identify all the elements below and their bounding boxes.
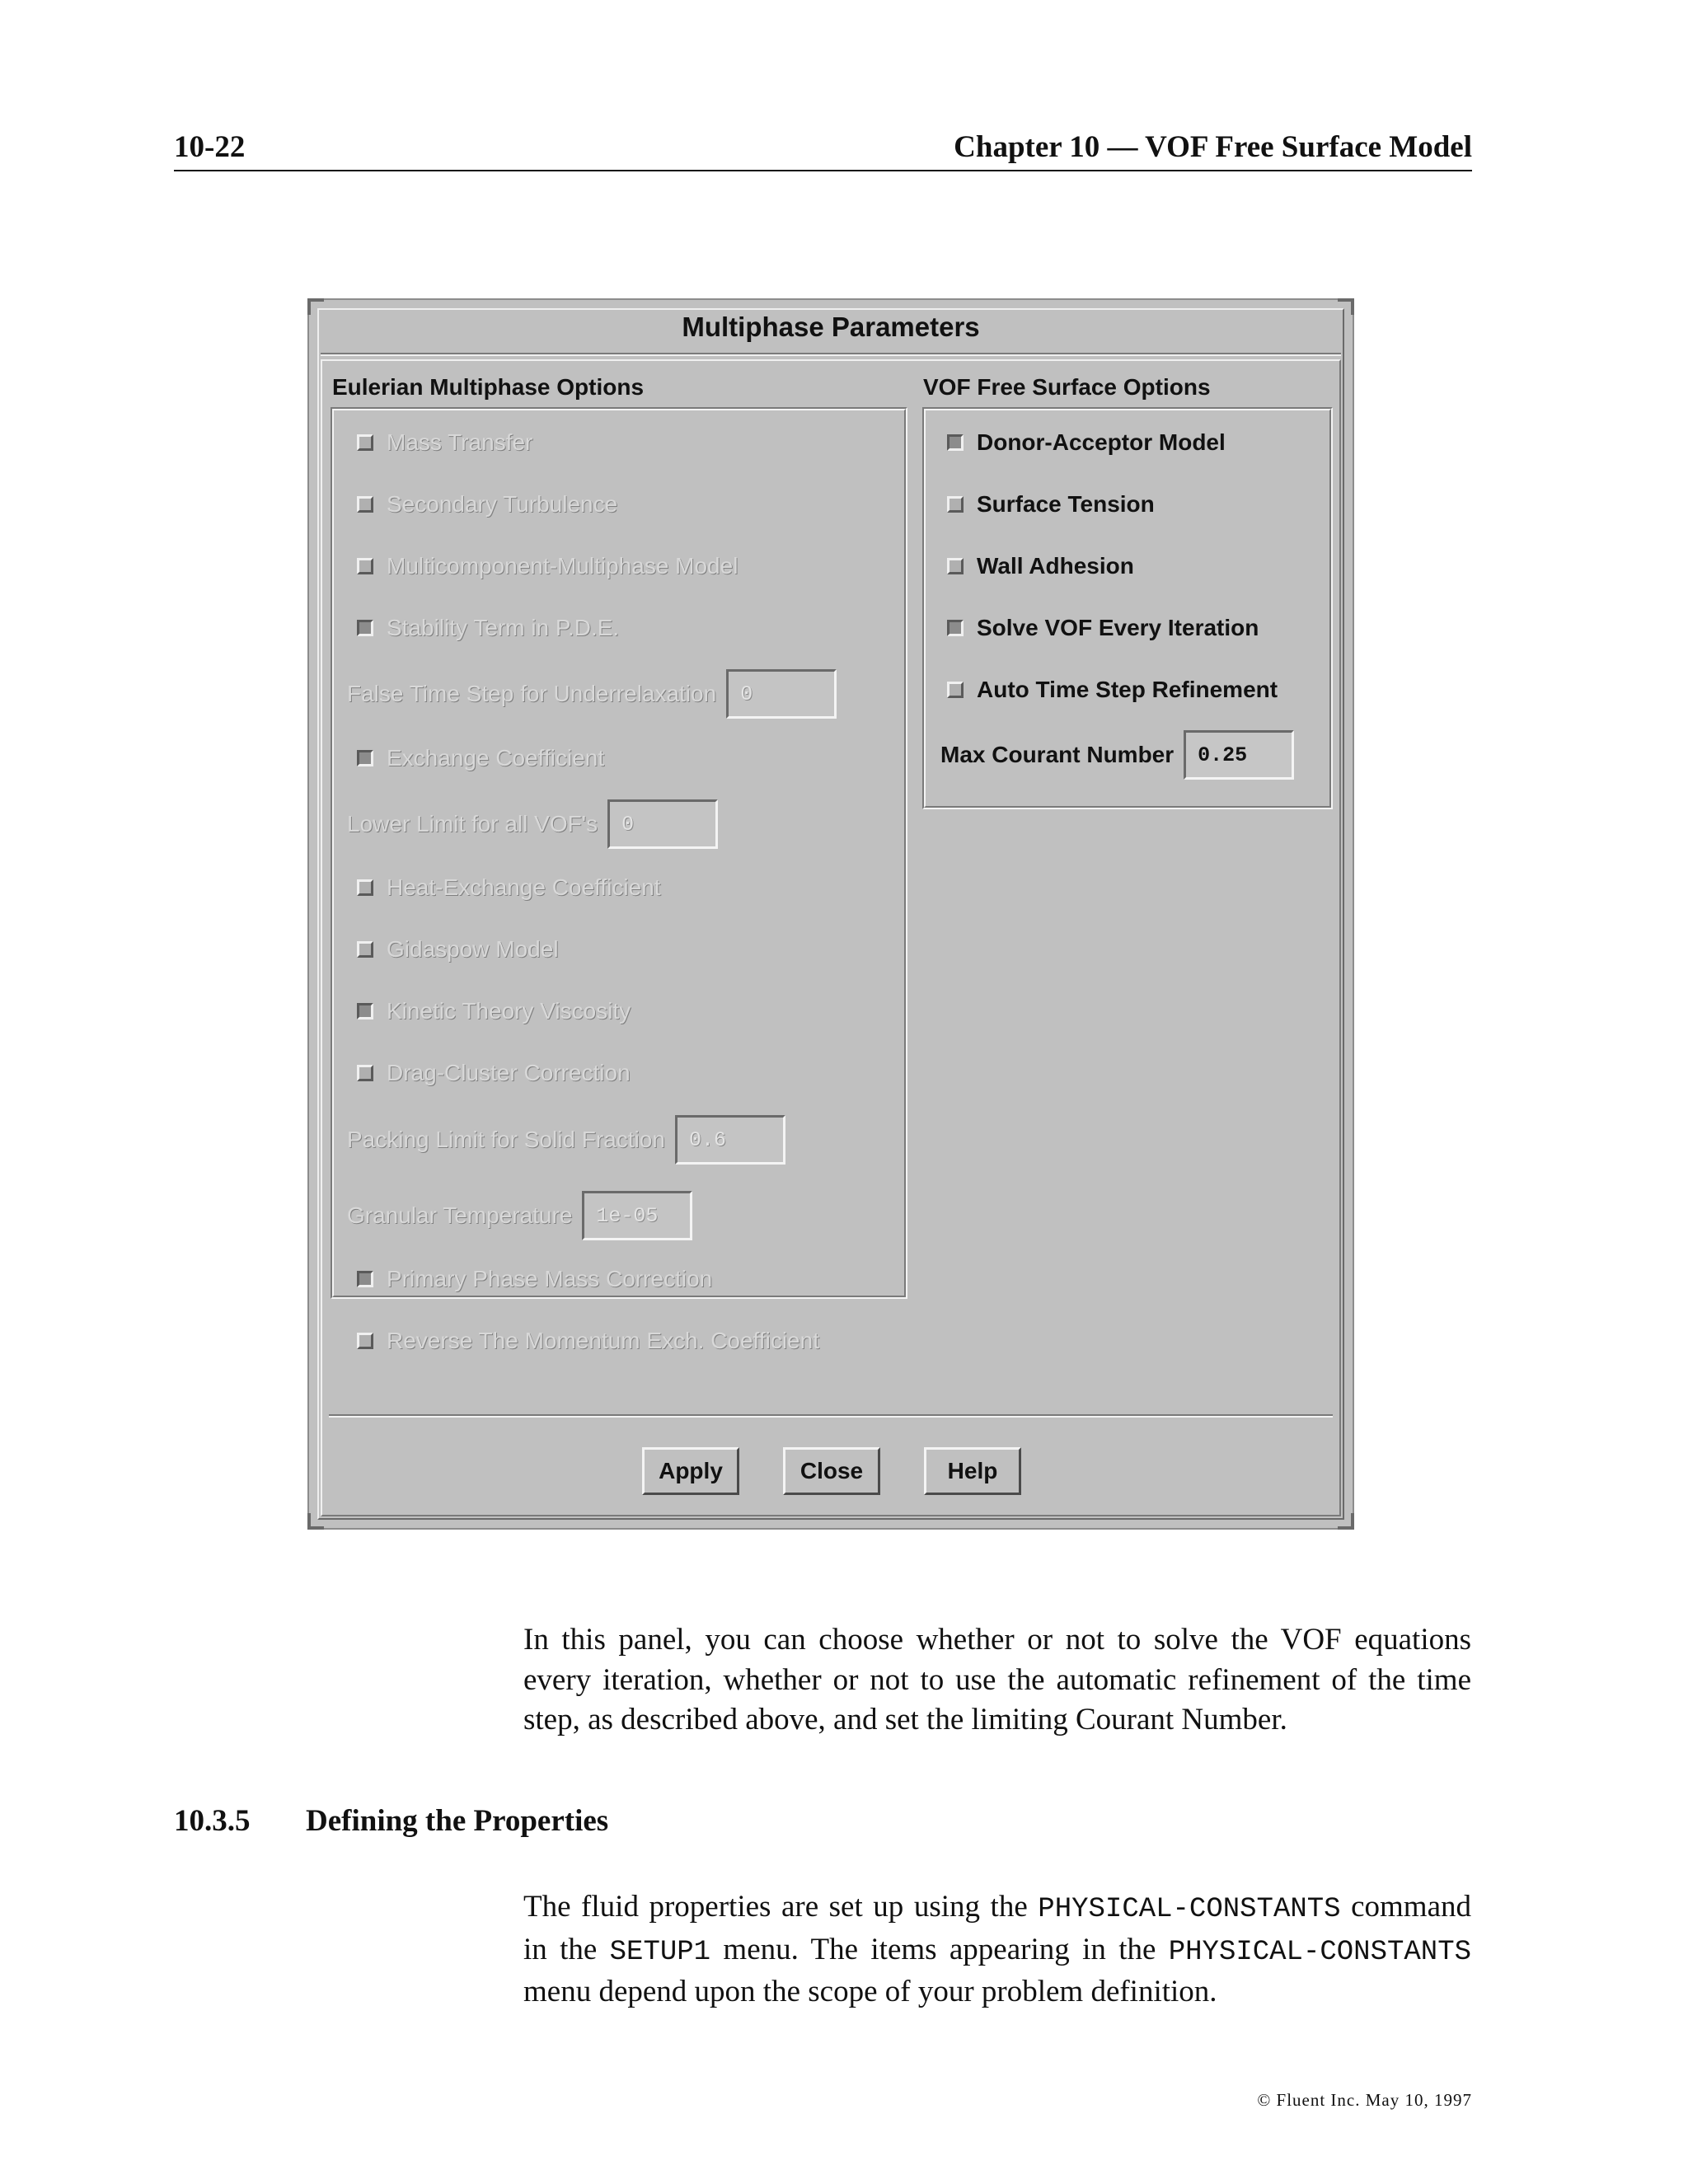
multicomponent-label: Multicomponent-Multiphase Model bbox=[387, 553, 738, 579]
auto-time-step-option[interactable] bbox=[947, 677, 1278, 703]
wall-adhesion-label: Wall Adhesion bbox=[977, 553, 1134, 579]
donor-acceptor-checkbox[interactable] bbox=[947, 434, 964, 451]
body-paragraph-2 bbox=[523, 1887, 1471, 2013]
gidaspow-option[interactable] bbox=[357, 936, 559, 963]
packing-limit-row bbox=[347, 1115, 785, 1165]
reverse-momentum-checkbox[interactable] bbox=[357, 1333, 373, 1349]
exchange-coefficient-option[interactable] bbox=[357, 745, 604, 771]
surface-tension-label: Surface Tension bbox=[977, 491, 1155, 517]
solve-vof-option[interactable] bbox=[947, 615, 1259, 641]
help-button[interactable]: Help bbox=[924, 1447, 1021, 1495]
false-time-step-label: False Time Step for Underrelaxation bbox=[347, 681, 717, 706]
reverse-momentum-label: Reverse The Momentum Exch. Coefficient bbox=[387, 1328, 819, 1353]
exchange-coefficient-label: Exchange Coefficient bbox=[387, 745, 605, 771]
donor-acceptor-option[interactable] bbox=[947, 429, 1226, 456]
wall-adhesion-checkbox[interactable] bbox=[947, 558, 964, 574]
wall-adhesion-option[interactable] bbox=[947, 553, 1134, 579]
kinetic-theory-label: Kinetic Theory Viscosity bbox=[387, 998, 631, 1024]
vof-group-label: VOF Free Surface Options bbox=[923, 374, 1211, 400]
mass-transfer-option[interactable] bbox=[357, 429, 532, 456]
mass-transfer-label: Mass Transfer bbox=[387, 429, 533, 455]
false-time-step-field[interactable]: 0 bbox=[726, 669, 837, 719]
stability-term-option[interactable] bbox=[357, 615, 619, 641]
copyright-footer: © Fluent Inc. May 10, 1997 bbox=[1257, 2090, 1472, 2110]
max-courant-label: Max Courant Number bbox=[940, 742, 1175, 767]
granular-temperature-row bbox=[347, 1191, 692, 1240]
donor-acceptor-label: Donor-Acceptor Model bbox=[977, 429, 1226, 455]
secondary-turbulence-option[interactable] bbox=[357, 491, 617, 518]
exchange-coefficient-checkbox[interactable] bbox=[357, 750, 373, 766]
heat-exchange-label: Heat-Exchange Coefficient bbox=[387, 874, 661, 900]
eulerian-group-label: Eulerian Multiphase Options bbox=[332, 374, 645, 400]
stability-term-label: Stability Term in P.D.E. bbox=[387, 615, 620, 640]
drag-cluster-label: Drag-Cluster Correction bbox=[387, 1060, 631, 1085]
chapter-title: Chapter 10 — VOF Free Surface Model bbox=[954, 130, 1472, 164]
mass-transfer-checkbox[interactable] bbox=[357, 434, 373, 451]
code-physical-constants: PHYSICAL-CONSTANTS bbox=[1038, 1894, 1341, 1925]
page-header bbox=[174, 124, 1472, 171]
section-heading bbox=[174, 1803, 608, 1839]
gidaspow-label: Gidaspow Model bbox=[387, 936, 559, 962]
para2-text-2: command in the bbox=[523, 1890, 1472, 1966]
eulerian-options-box bbox=[331, 407, 907, 1299]
close-button[interactable]: Close bbox=[783, 1447, 880, 1495]
primary-phase-label: Primary Phase Mass Correction bbox=[387, 1266, 713, 1291]
section-number: 10.3.5 bbox=[174, 1804, 251, 1838]
kinetic-theory-option[interactable] bbox=[357, 998, 631, 1024]
lower-limit-row bbox=[347, 799, 718, 849]
kinetic-theory-checkbox[interactable] bbox=[357, 1003, 373, 1019]
para2-text-3: menu. The items appearing in the bbox=[710, 1932, 1169, 1966]
multicomponent-checkbox[interactable] bbox=[357, 558, 373, 574]
max-courant-field[interactable]: 0.25 bbox=[1184, 730, 1294, 780]
max-courant-row bbox=[940, 730, 1294, 780]
drag-cluster-checkbox[interactable] bbox=[357, 1065, 373, 1081]
gidaspow-checkbox[interactable] bbox=[357, 941, 373, 958]
code-physical-constants-2: PHYSICAL-CONSTANTS bbox=[1168, 1936, 1471, 1968]
granular-temperature-field[interactable]: 1e-05 bbox=[582, 1191, 692, 1240]
body-paragraph-1: In this panel, you can choose whether or not to solve the VOF equations every iteration, whether or not to use the automatic refinement of the time step, as described above, and set the limiting Courant Number. bbox=[523, 1623, 1471, 1736]
packing-limit-label: Packing Limit for Solid Fraction bbox=[347, 1127, 665, 1152]
drag-cluster-option[interactable] bbox=[357, 1060, 631, 1086]
solve-vof-label: Solve VOF Every Iteration bbox=[977, 615, 1259, 640]
multicomponent-option[interactable] bbox=[357, 553, 738, 579]
auto-time-step-checkbox[interactable] bbox=[947, 682, 964, 698]
false-time-step-row bbox=[347, 669, 837, 719]
surface-tension-checkbox[interactable] bbox=[947, 496, 964, 513]
section-title: Defining the Properties bbox=[306, 1804, 609, 1838]
secondary-turbulence-checkbox[interactable] bbox=[357, 496, 373, 513]
heat-exchange-checkbox[interactable] bbox=[357, 879, 373, 896]
auto-time-step-label: Auto Time Step Refinement bbox=[977, 677, 1278, 702]
packing-limit-field[interactable]: 0.6 bbox=[675, 1115, 785, 1165]
multiphase-parameters-dialog bbox=[307, 298, 1354, 1530]
para2-text-4: menu depend upon the scope of your problem definition. bbox=[523, 1975, 1217, 2008]
heat-exchange-option[interactable] bbox=[357, 874, 661, 901]
stability-term-checkbox[interactable] bbox=[357, 620, 373, 636]
lower-limit-label: Lower Limit for all VOF's bbox=[347, 811, 598, 837]
page-number: 10-22 bbox=[174, 130, 246, 164]
reverse-momentum-option[interactable] bbox=[357, 1328, 819, 1354]
primary-phase-checkbox[interactable] bbox=[357, 1271, 373, 1287]
para2-text-1: The fluid properties are set up using the bbox=[523, 1890, 1039, 1924]
primary-phase-option[interactable] bbox=[357, 1266, 712, 1292]
solve-vof-checkbox[interactable] bbox=[947, 620, 964, 636]
button-divider bbox=[329, 1414, 1333, 1418]
lower-limit-field[interactable]: 0 bbox=[607, 799, 718, 849]
apply-button[interactable]: Apply bbox=[642, 1447, 739, 1495]
dialog-title: Multiphase Parameters bbox=[682, 312, 980, 342]
title-divider bbox=[321, 353, 1341, 356]
secondary-turbulence-label: Secondary Turbulence bbox=[387, 491, 618, 517]
granular-temperature-label: Granular Temperature bbox=[347, 1202, 573, 1228]
surface-tension-option[interactable] bbox=[947, 491, 1155, 518]
code-setup1: SETUP1 bbox=[609, 1936, 711, 1968]
